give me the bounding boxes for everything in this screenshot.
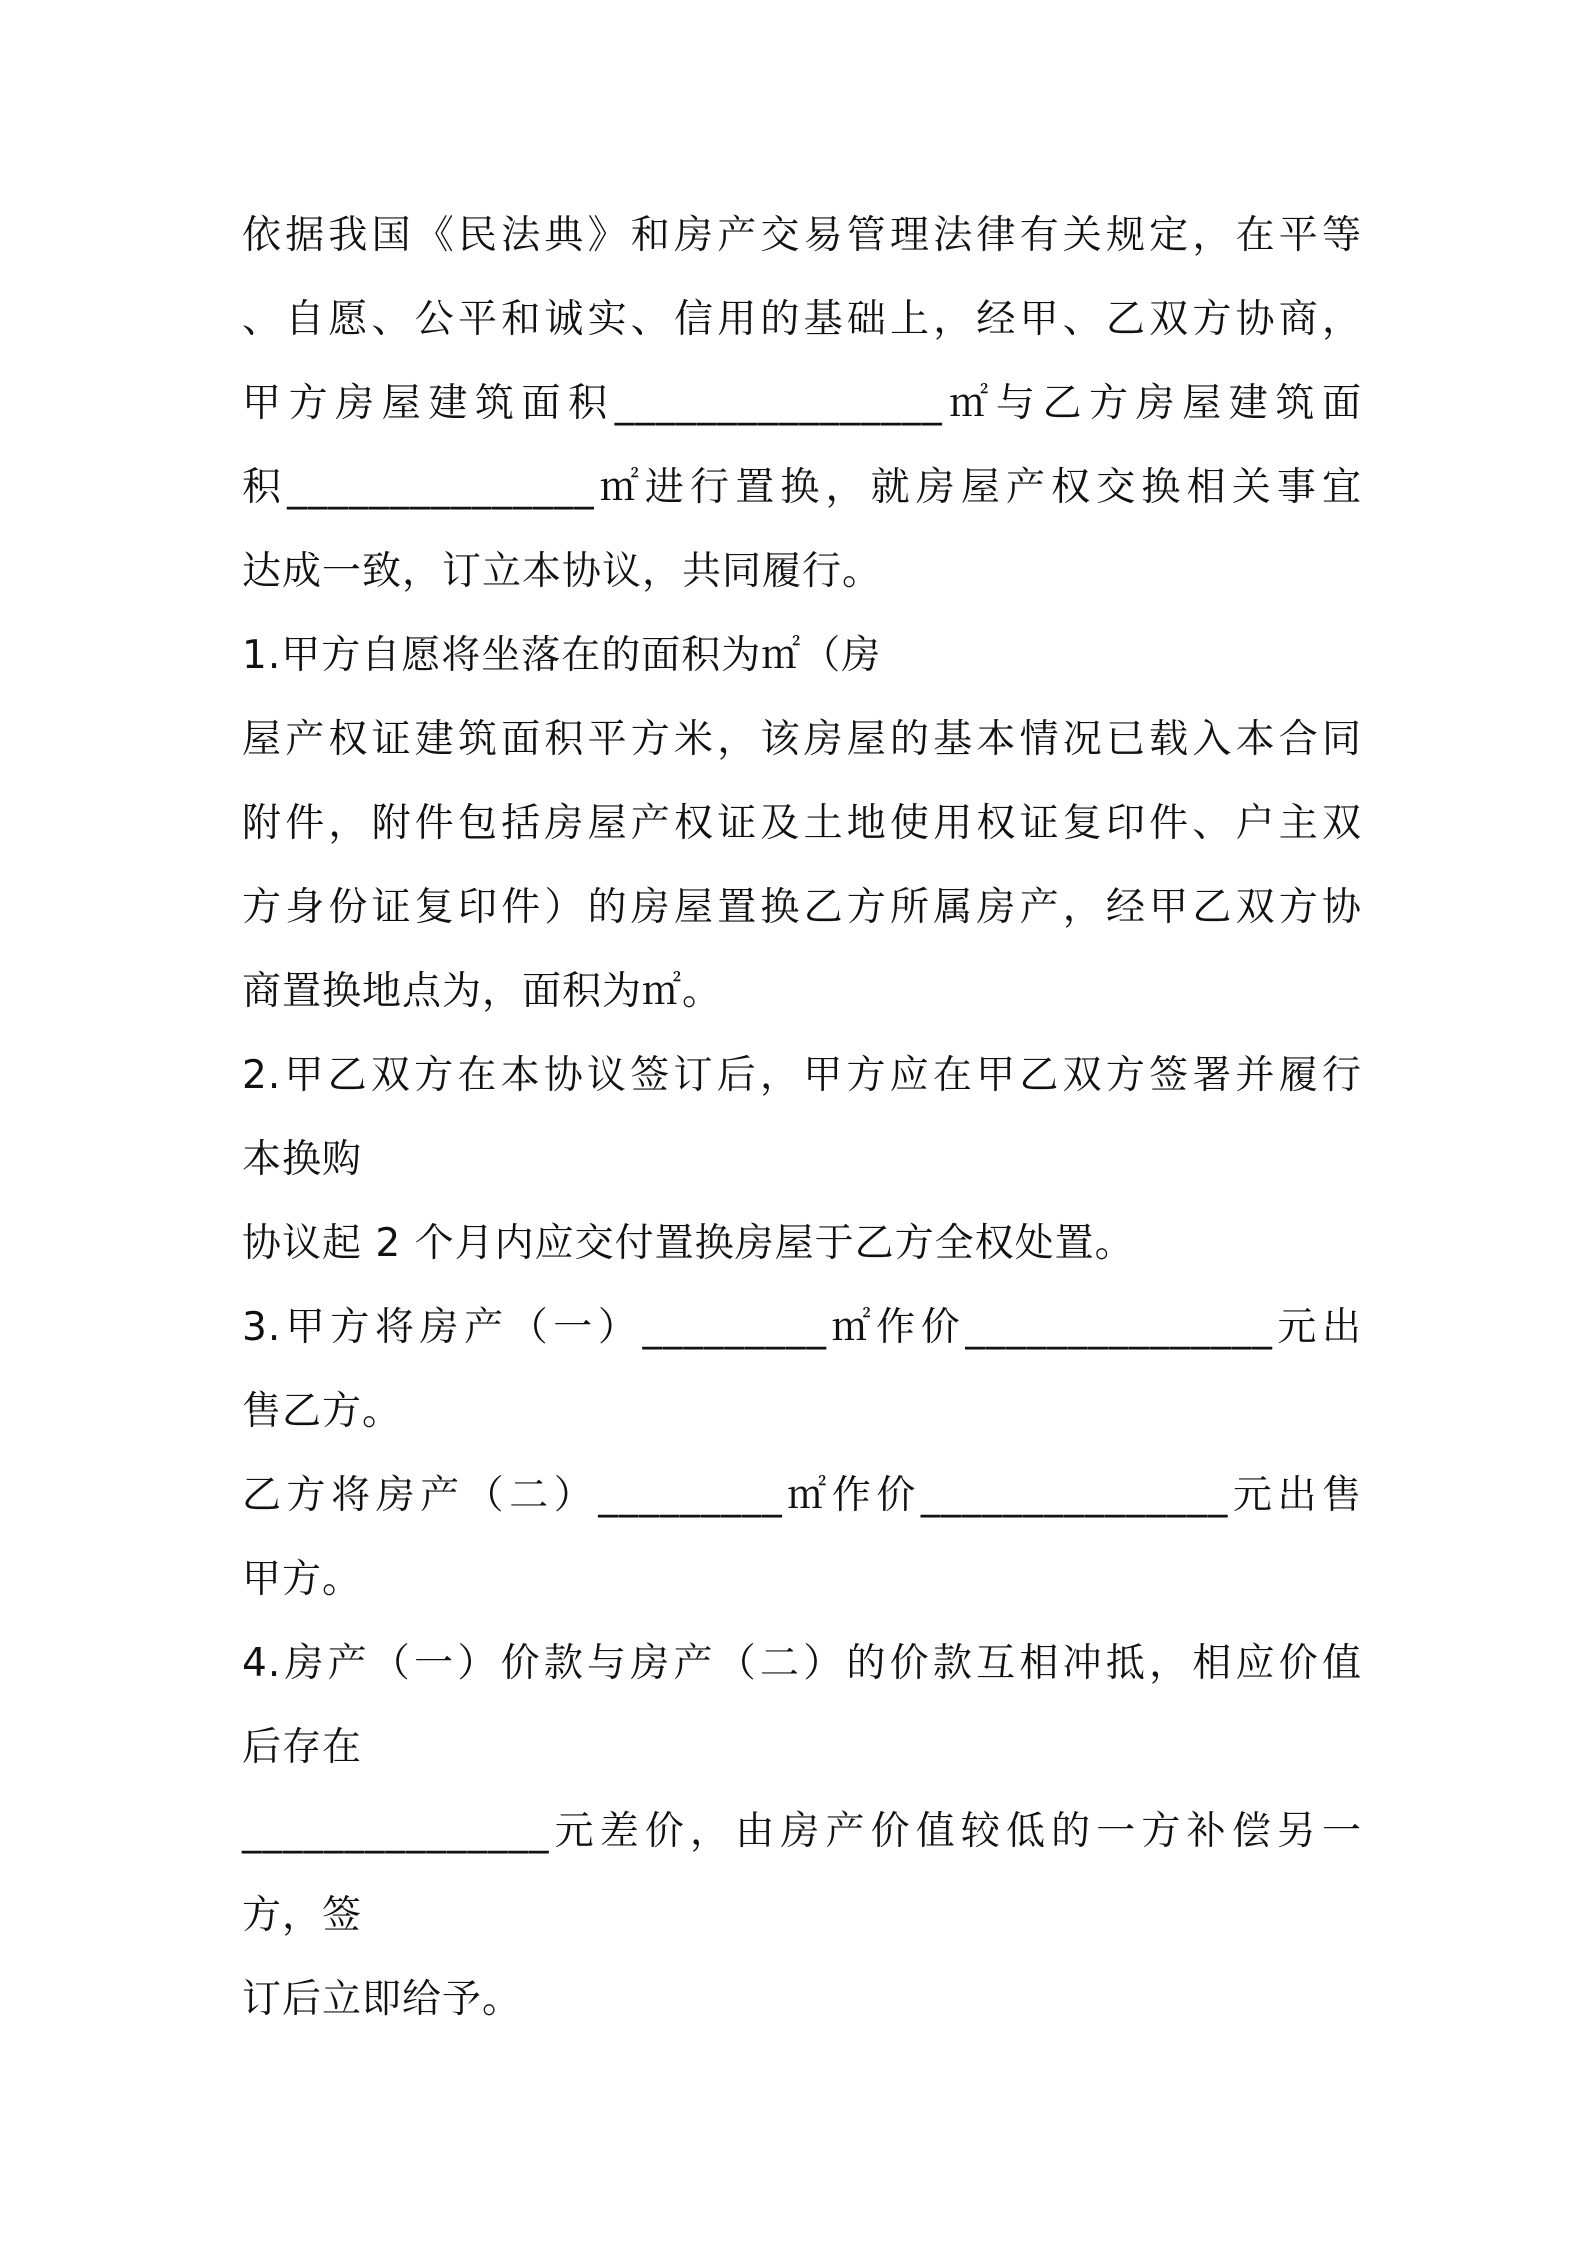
text-line: 乙方将房产（二）_________㎡作价_______________元出售	[242, 1473, 1362, 1518]
text-line: 、自愿、公平和诚实、信用的基础上，经甲、乙双方协商，	[242, 297, 1362, 342]
clause-1-start: 1.甲方自愿将坐落在的面积为㎡（房	[242, 633, 882, 678]
text-line: 订后立即给予。	[242, 1977, 523, 2022]
text-line: 达成一致，订立本协议，共同履行。	[242, 549, 883, 594]
text-line: 后存在	[242, 1725, 363, 1770]
text-line: 依据我国《民法典》和房产交易管理法律有关规定，在平等	[242, 213, 1362, 258]
clause-3-start: 3.甲方将房产（一）_________㎡作价_______________元出	[242, 1305, 1362, 1350]
text-line: 本换购	[242, 1137, 363, 1182]
text-line: 甲方房屋建筑面积________________㎡与乙方房屋建筑面	[242, 381, 1362, 426]
text-line: 屋产权证建筑面积平方米，该房屋的基本情况已载入本合同	[242, 717, 1362, 762]
text-line: _______________元差价，由房产价值较低的一方补偿另一	[242, 1809, 1362, 1854]
text-line: 售乙方。	[242, 1389, 403, 1434]
text-line: 商置换地点为，面积为㎡。	[242, 969, 723, 1014]
clause-2-start: 2.甲乙双方在本协议签订后，甲方应在甲乙双方签署并履行	[242, 1053, 1362, 1098]
clause-4-start: 4.房产（一）价款与房产（二）的价款互相冲抵，相应价值	[242, 1641, 1362, 1686]
text-line: 方身份证复印件）的房屋置换乙方所属房产，经甲乙双方协	[242, 885, 1362, 930]
agreement-body	[242, 194, 1362, 2042]
text-line: 方，签	[242, 1893, 363, 1938]
text-line: 甲方。	[242, 1557, 363, 1602]
text-line: 积_______________㎡进行置换，就房屋产权交换相关事宜	[242, 465, 1362, 510]
text-line: 协议起 2 个月内应交付置换房屋于乙方全权处置。	[242, 1221, 1135, 1266]
text-line: 附件，附件包括房屋产权证及土地使用权证复印件、户主双	[242, 801, 1362, 846]
